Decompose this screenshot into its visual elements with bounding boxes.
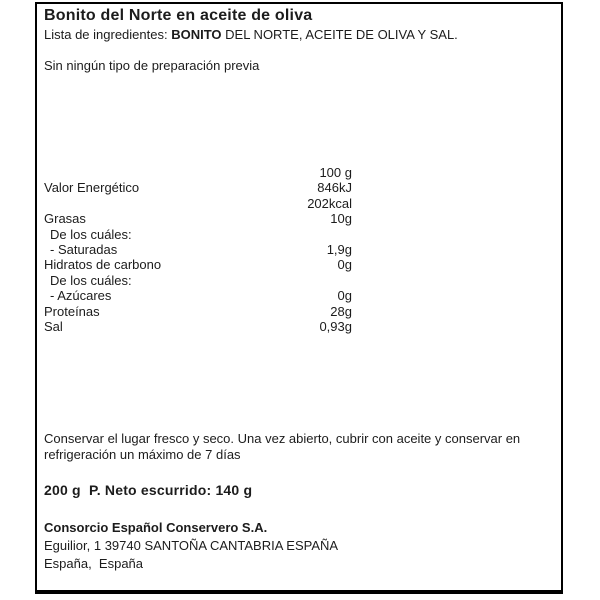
nutrient-name: Valor Energético [44,180,140,196]
nutrition-row-carbs-subhead [37,273,561,288]
nutrition-header-row [37,165,561,180]
product-label-box [35,2,563,594]
ingredients-main-ingredient: BONITO [171,27,222,42]
storage-instructions: Conservar el lugar fresco y seco. Una vez abierto, cubrir con aceite y conservar en refrigeración un máximo de 7 días [44,431,521,462]
nutrient-name: - Saturadas [50,241,118,257]
manufacturer-name: Consorcio Español Conservero S.A. [44,520,268,535]
preparation-note: Sin ningún tipo de preparación previa [44,58,260,73]
nutrition-row-sugars [37,288,561,303]
net-weight-line: 200 g P. Neto escurrido: 140 g [44,482,253,498]
nutrient-value: 28g [330,303,352,319]
nutrient-value: 10g [330,211,352,227]
nutrient-name: De los cuáles: [50,272,132,288]
nutrition-row-saturates [37,242,561,257]
nutrition-row-fat [37,211,561,226]
ingredients-line [44,27,561,42]
nutrient-value: 0g [337,288,352,304]
manufacturer-country: España, España [44,556,144,571]
nutrition-row-protein [37,304,561,319]
product-title: Bonito del Norte en aceite de oliva [44,7,313,24]
ingredients-suffix: DEL NORTE, ACEITE DE OLIVA Y SAL. [221,27,458,42]
nutrient-value: 0g [337,257,352,273]
nutrient-value: 846kJ [317,180,352,196]
nutrition-row-energy-kcal [37,196,561,211]
nutrition-row-fat-subhead [37,227,561,242]
ingredients-prefix: Lista de ingredientes: [44,27,172,42]
nutrient-name: Hidratos de carbono [44,257,162,273]
nutrient-value: 202kcal [307,195,352,211]
nutrient-name: Proteínas [44,303,100,319]
nutrition-row-carbs [37,257,561,272]
nutrient-name: - Azúcares [50,288,112,304]
nutrient-name: De los cuáles: [50,226,132,242]
nutrition-column-header: 100 g [319,165,352,180]
nutrient-value: 0,93g [319,318,352,334]
nutrient-value: 1,9g [326,241,352,257]
nutrient-name: Sal [44,318,63,334]
nutrition-row-energy [37,180,561,195]
manufacturer-address: Eguilior, 1 39740 SANTOÑA CANTABRIA ESPAÑA [44,538,339,553]
nutrient-name: Grasas [44,211,86,227]
nutrition-row-salt [37,319,561,334]
nutrition-table [37,165,561,334]
